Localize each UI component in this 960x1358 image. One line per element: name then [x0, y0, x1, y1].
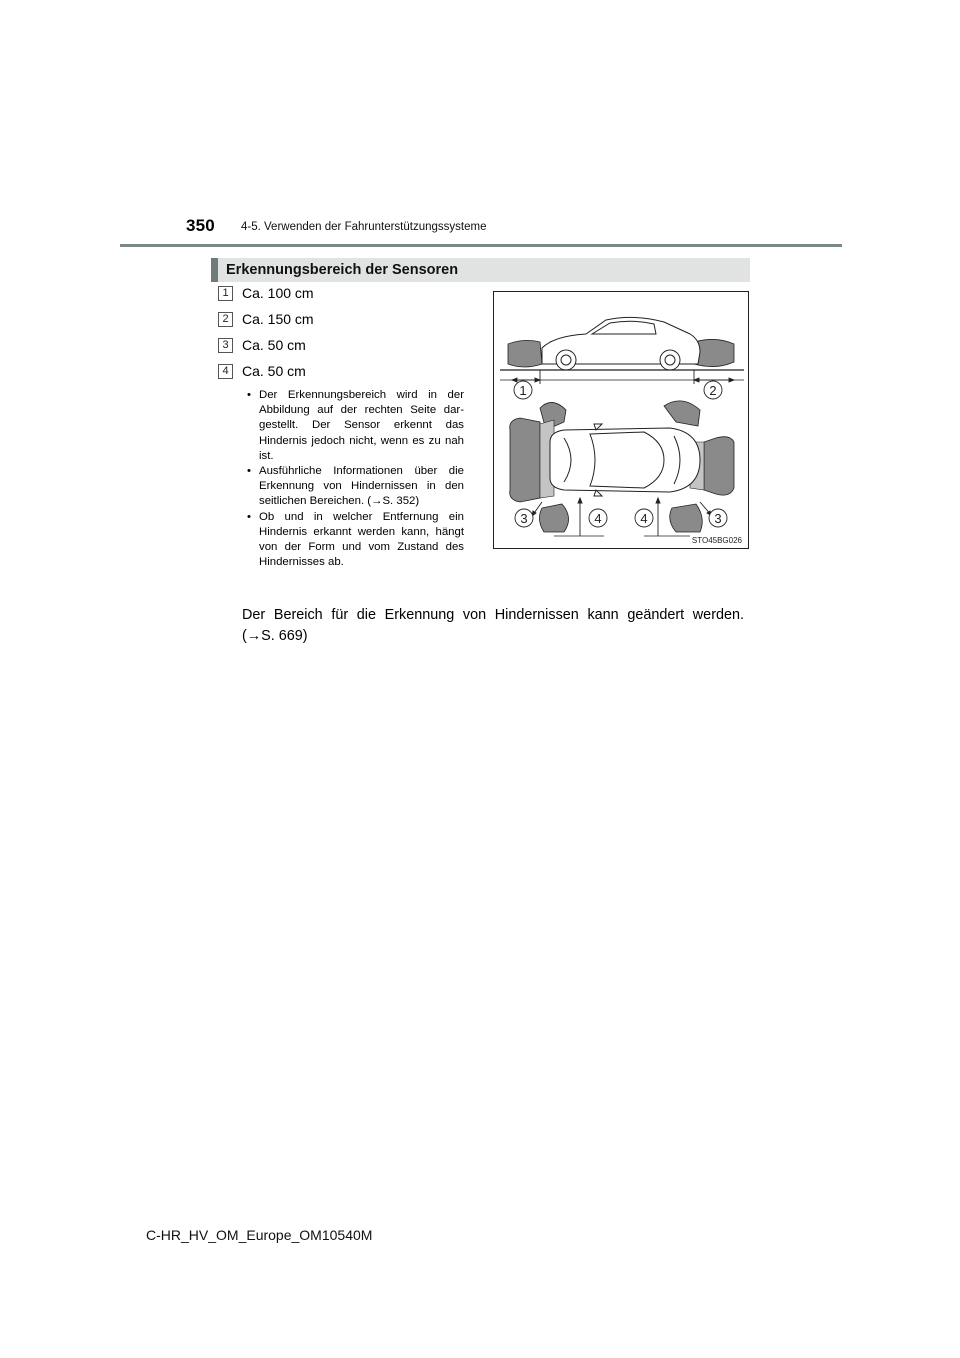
sensor-range-figure	[493, 291, 749, 549]
section-path: 4-5. Verwenden der Fahrunterstützungssysteme	[241, 221, 487, 233]
front-zone-top	[510, 418, 540, 502]
item-text: Ca. 50 cm	[242, 337, 306, 353]
note-list	[243, 388, 464, 570]
item-number-box: 3	[218, 338, 233, 353]
page-number: 350	[186, 216, 215, 235]
distance-item-4	[218, 362, 306, 380]
footer-doc-id: C-HR_HV_OM_Europe_OM10540M	[146, 1227, 373, 1243]
callout-3-label: 3	[714, 511, 722, 526]
distance-item-2	[218, 310, 314, 328]
callout-3-label: 3	[520, 511, 528, 526]
rear-zone-top	[704, 437, 734, 495]
front-right-corner-zone	[539, 504, 568, 532]
item-number-box: 1	[218, 286, 233, 301]
section-heading	[211, 258, 750, 282]
item-text: Ca. 50 cm	[242, 363, 306, 379]
section-title: Erkennungsbereich der Sensoren	[226, 262, 459, 278]
rear-left-corner-zone	[664, 401, 700, 426]
car-side	[542, 317, 700, 370]
distance-item-3	[218, 336, 306, 354]
note-item: • Ob und in welcher Entfernung ein Hindernis erkannt werden kann, hängt von der Form und vom Zustand des Hindernisses ab.	[243, 510, 464, 571]
sensor-range-diagram	[494, 292, 750, 550]
car-top	[550, 424, 700, 496]
front-zone-side	[508, 340, 542, 367]
figure-code: STO45BG026	[691, 536, 742, 545]
callout-4-label: 4	[640, 511, 648, 526]
body-reference: (→S. 669)	[242, 628, 308, 644]
rear-right-corner-zone	[670, 504, 703, 532]
heading-accent	[211, 258, 218, 282]
item-text: Ca. 150 cm	[242, 311, 314, 327]
item-text: Ca. 100 cm	[242, 285, 314, 301]
note-item: • Der Erkennungsbereich wird in der Abbildung auf der rechten Seite dar-gestellt. Der Sensor erkennt das Hindernis jedoch nicht, wenn es zu nah ist.	[243, 388, 464, 464]
note-item: • Ausführliche Informationen über die Erkennung von Hindernissen in den seitlichen Bereichen. (→S. 352)	[243, 464, 464, 510]
item-number-box: 2	[218, 312, 233, 327]
item-number-box: 4	[218, 364, 233, 379]
distance-item-1	[218, 284, 314, 302]
callout-4-label: 4	[594, 511, 602, 526]
callout-2-label: 2	[709, 383, 717, 398]
callout-1-label: 1	[519, 383, 527, 398]
header-rule	[120, 244, 842, 247]
body-paragraph: Der Bereich für die Erkennung von Hindernissen kann geändert werden.	[242, 607, 744, 623]
